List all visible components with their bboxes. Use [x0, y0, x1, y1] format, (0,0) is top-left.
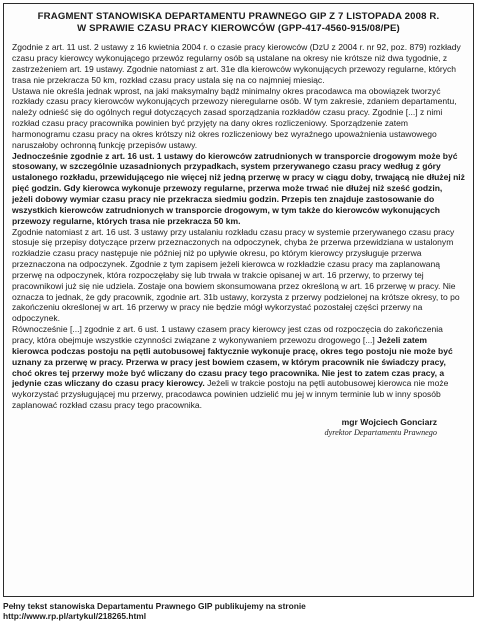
text-segment: Jeżeli w trakcie postoju na pętli autobusowej kierowca nie może wykorzystać przysługującej mu przerwy, pracodawca powinien udzielić mu jej w innym terminie lub w inny sposób zaplanować rozkład czasu pracy tego pracownika. — [12, 378, 449, 411]
text-segment: Zgodnie z art. 11 ust. 2 ustawy z 16 kwietnia 2004 r. o czasie pracy kierowców (DzU z 2004 r. nr 92, poz. 879) rozkłady czasu pracy kierowcy wykonującego przewóz regularny osób są ustalane na okresy nie krótsze niż dwa tygodnie, z zastrzeżeniem art. 19 ustawy. Zgodnie natomiast z art. 31e dla kierowców wykonujących przewozy regularne, których trasa nie przekracza 50 km, rozkład czasu pracy ustala się na co najmniej miesiąc. — [12, 42, 461, 85]
signature-name: mgr Wojciech Gonciarz — [341, 416, 437, 427]
bold-text-segment: Jeżeli zatem kierowca podczas postoju na pętli autobusowej faktycznie wykonuje pracę, okres tego postoju nie może być uznany za przerwę w pracy. Przerwa w pracy jest bowiem czasem, w którym pracownik nie świadczy pracy, choć okres tej przerwy może być wliczany do czasu pracy tego pracownika. Nie jest to zatem czas pracy, a jedynie czas wliczany do czasu pracy kierowcy. — [12, 334, 453, 389]
footer-line-1: Pełny tekst stanowiska Departamentu Prawnego GIP publikujemy na stronie — [3, 601, 306, 611]
article-paragraph — [12, 86, 465, 151]
article-title — [12, 11, 465, 34]
footer-link[interactable]: http://www.rp.pl/artykul/218265.html — [3, 611, 147, 622]
article-paragraph — [12, 324, 465, 411]
signature — [12, 417, 465, 438]
title-line-2: W SPRAWIE CZASU PRACY KIEROWCÓW (GPP-417-4560-915/08/PE) — [77, 22, 400, 34]
signature-role: dyrektor Departamentu Prawnego — [324, 427, 437, 437]
text-segment: Zgodnie natomiast z art. 16 ust. 3 ustawy przy ustalaniu rozkładu czasu pracy w systemie przerywanego czasu pracy stosuje się przepisy dotyczące przerw przeznaczonych na odpoczynek, chyba że przerwa przewidziana w ustalonym rozkładzie czasu pracy następuje nie później niż po upływie okresu, po którym kierowcy przysługuje przerwa przeznaczona na odpoczynek. Zgodnie z tym zapisem jeżeli kierowca w rozkładzie czasu pracy ma zaplanowaną przerwę na odpoczynek, która rozpoczęłaby się lub trwała w trakcie opisanej w art. 16 przerwy, to przerwy tej pracownikowi już się nie udziela. Zostaje ona bowiem skonsumowana przez określoną w art. 16 przerwę w pracy. Nie oznacza to jednak, że gdy pracownik, zgodnie art. 31b ustawy, korzysta z przerwy podzielonej na krótsze okresy, to po zakończeniu określonej w art. 16 przerwy w pracy nie będzie mógł wykorzystać pozostałej części przerwy na odpoczynek. — [12, 226, 460, 324]
article-paragraph — [12, 151, 465, 227]
footer-note — [3, 601, 475, 622]
title-line-1: FRAGMENT STANOWISKA DEPARTAMENTU PRAWNEGO GIP Z 7 LISTOPADA 2008 R. — [37, 11, 440, 22]
article-paragraph — [12, 227, 465, 325]
text-segment: Ustawa nie określa jednak wprost, na jaki maksymalny bądź minimalny okres pracodawca ma obowiązek tworzyć rozkłady czasu pracy kierowców wykonujących przewozy nieregularne osób. W tym zakresie, zdaniem departamentu, należy odnieść się do ogólnych reguł dotyczących zasad sporządzania rozkładów czasu pracy. Zgodnie [...] z nimi rozkład czasu pracy pracownika powinien być przyjęty na dany okres rozliczeniowy. Sporządzenie zatem harmonogramu czasu pracy na okres krótszy niż okres rozliczeniowy bez wyraźnego upoważnienia ustawowego naruszałoby ochronną funkcję przepisów ustawy. — [12, 85, 457, 150]
text-segment: Równocześnie [...] zgodnie z art. 6 ust. 1 ustawy czasem pracy kierowcy jest czas od rozpoczęcia do zakończenia pracy, która obejmuje wszystkie czynności związane z wykonywaniem przewozu drogowego [...] — [12, 324, 443, 345]
article-paragraph — [12, 42, 465, 85]
bold-text-segment: Jednocześnie zgodnie z art. 16 ust. 1 ustawy do kierowców zatrudnionych w transporcie drogowym może być stosowany, w szczególnie uzasadnionych przypadkach, system przerywanego czasu pracy według z góry ustalonego rozkładu, przewidującego nie więcej niż jedną przerwę w pracy w ciągu doby, trwającą nie dłużej niż pięć godzin. Gdy kierowca wykonuje przewozy regularne, przerwa może trwać nie dłużej niż sześć godzin, jeżeli dobowy wymiar czasu pracy nie przekracza siedmiu godzin. Przepis ten znajduje zastosowanie do wszystkich kierowców zatrudnionych w transporcie drogowym, w tym także do kierowców wykonujących przewozy regularne, których trasa nie przekracza 50 km. — [12, 150, 465, 226]
article-box — [3, 3, 474, 597]
article-body — [12, 42, 465, 411]
